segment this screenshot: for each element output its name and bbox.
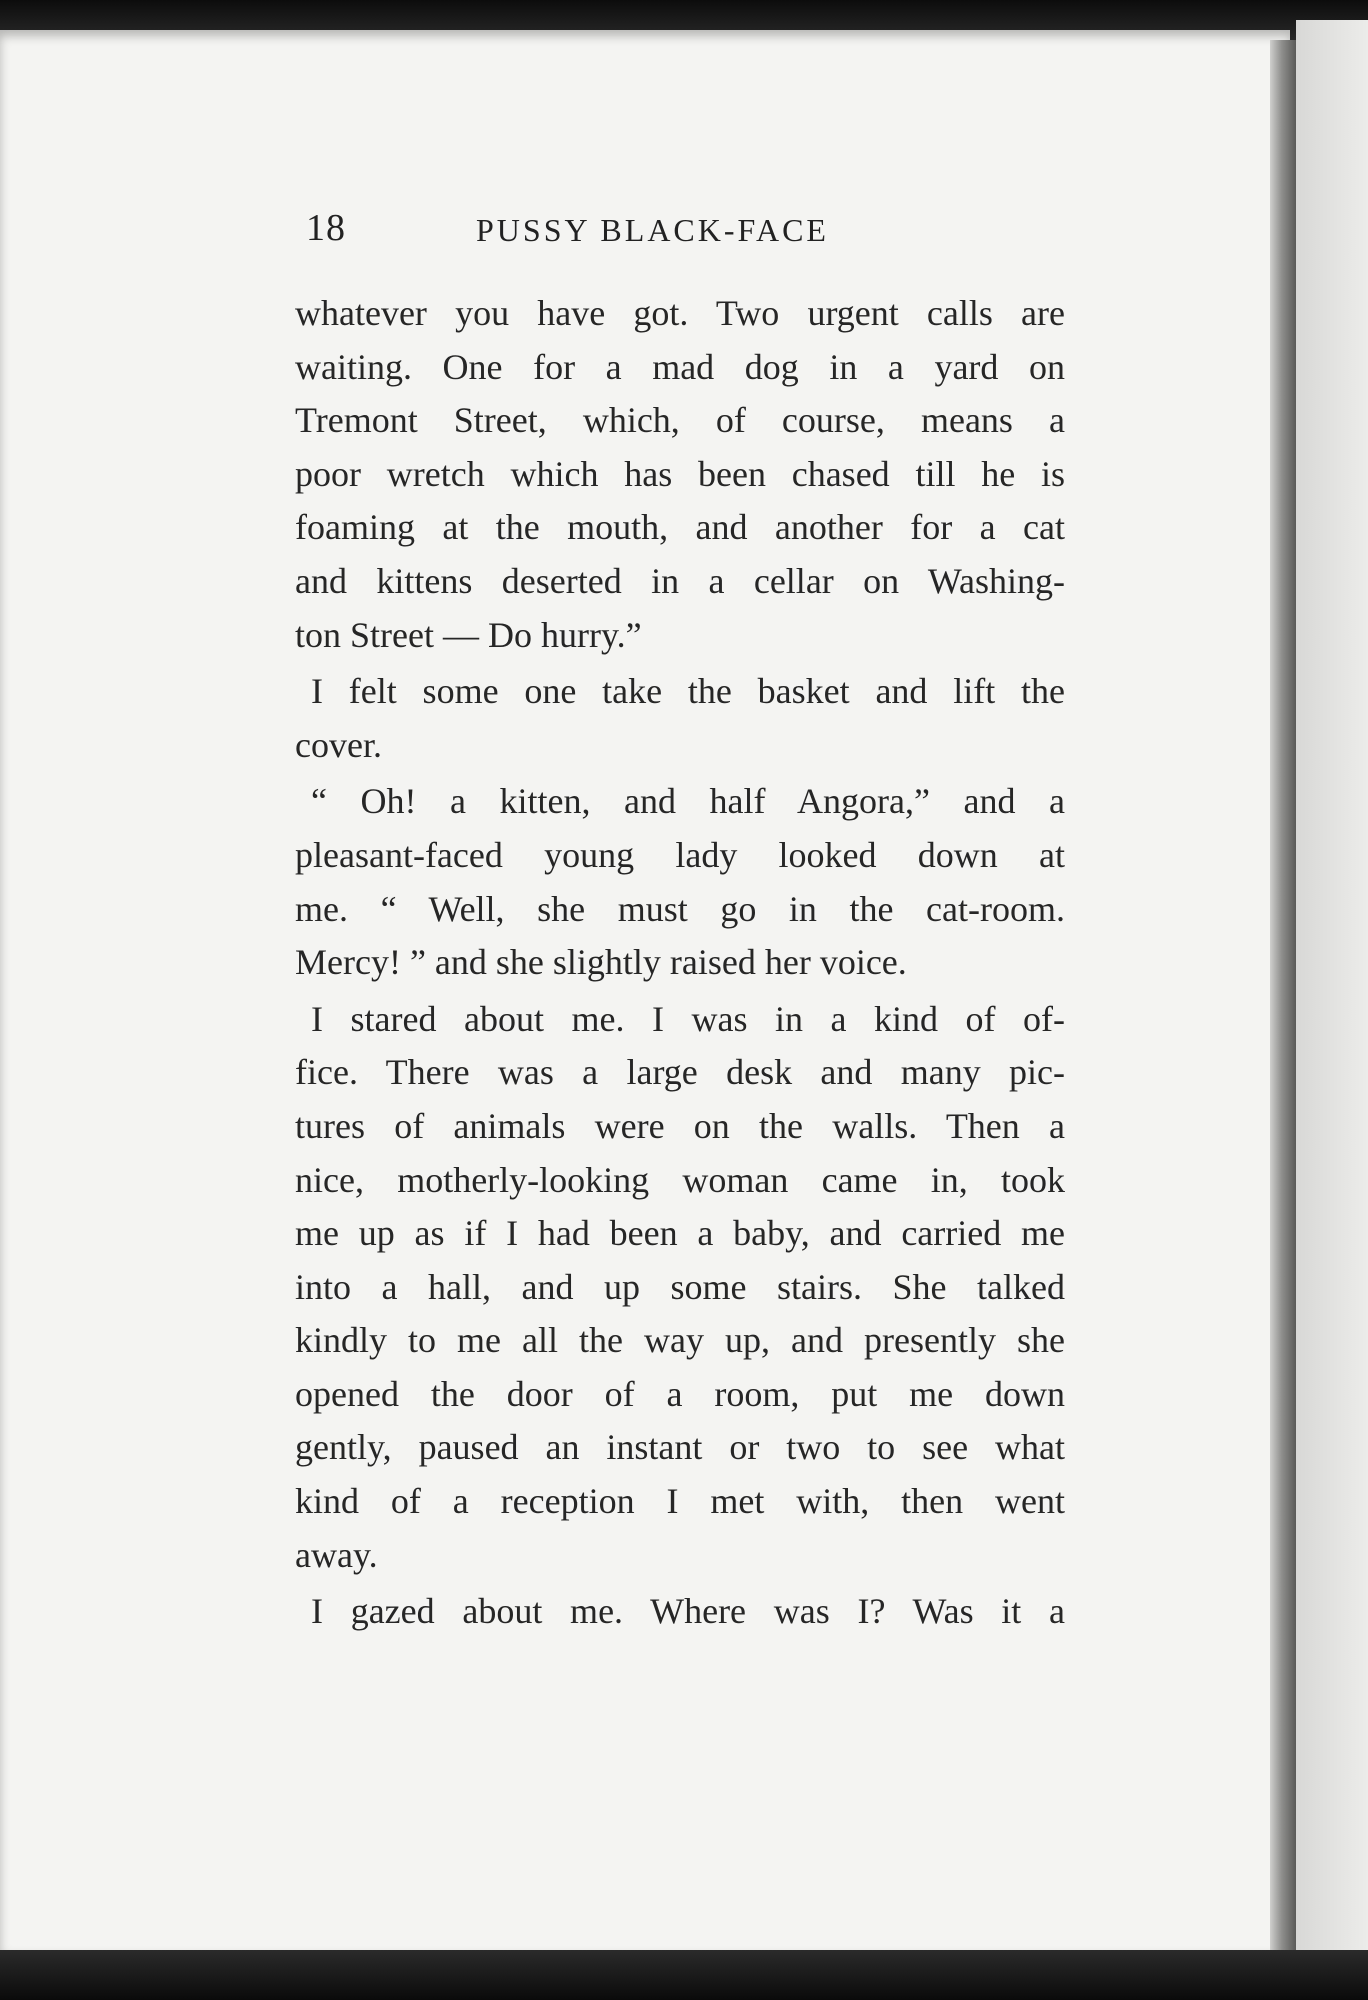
facing-page-edge — [1296, 20, 1368, 1960]
text-line: away. — [295, 1534, 378, 1575]
text-line: fice. There was a large desk and many pic- — [295, 1052, 1065, 1093]
text-line: nice, motherly-looking woman came in, took — [295, 1159, 1065, 1200]
text-line: waiting. One for a mad dog in a yard on — [295, 346, 1065, 387]
text-line: and kittens deserted in a cellar on Washing- — [295, 560, 1065, 601]
text-line: ton Street — Do hurry.” — [295, 614, 642, 655]
page-number: 18 — [306, 207, 346, 249]
text-line: I gazed about me. Where was I? Was it a — [311, 1591, 1065, 1632]
text-line: pleasant-faced young lady looked down at — [295, 834, 1065, 875]
text-line: Tremont Street, which, of course, means a — [295, 400, 1065, 441]
running-title: PUSSY BLACK-FACE — [476, 212, 829, 248]
text-line: tures of animals were on the walls. Then a — [295, 1105, 1065, 1146]
text-line: I stared about me. I was in a kind of of- — [311, 998, 1065, 1039]
text-line: I felt some one take the basket and lift the — [311, 671, 1065, 712]
page-header — [306, 206, 1066, 266]
text-line: me up as if I had been a baby, and carried me — [295, 1213, 1065, 1254]
scan-border-bottom — [0, 1950, 1368, 2000]
text-line: “ Oh! a kitten, and half Angora,” and a — [311, 781, 1065, 822]
text-line: gently, paused an instant or two to see what — [295, 1427, 1065, 1468]
body-text — [295, 287, 1065, 1639]
text-line: cover. — [295, 724, 382, 765]
text-line: Mercy! ” and she slightly raised her voice. — [295, 942, 907, 983]
text-line: whatever you have got. Two urgent calls are — [295, 293, 1065, 333]
text-line: me. “ Well, she must go in the cat-room. — [295, 888, 1065, 929]
text-line: foaming at the mouth, and another for a cat — [295, 507, 1065, 548]
page-binding-edge — [1270, 40, 1296, 1955]
text-line: poor wretch which has been chased till he is — [295, 453, 1065, 494]
text-line: kind of a reception I met with, then went — [295, 1481, 1065, 1522]
text-line: into a hall, and up some stairs. She talked — [295, 1266, 1065, 1307]
text-line: opened the door of a room, put me down — [295, 1373, 1065, 1414]
text-line: kindly to me all the way up, and presently she — [295, 1320, 1065, 1361]
